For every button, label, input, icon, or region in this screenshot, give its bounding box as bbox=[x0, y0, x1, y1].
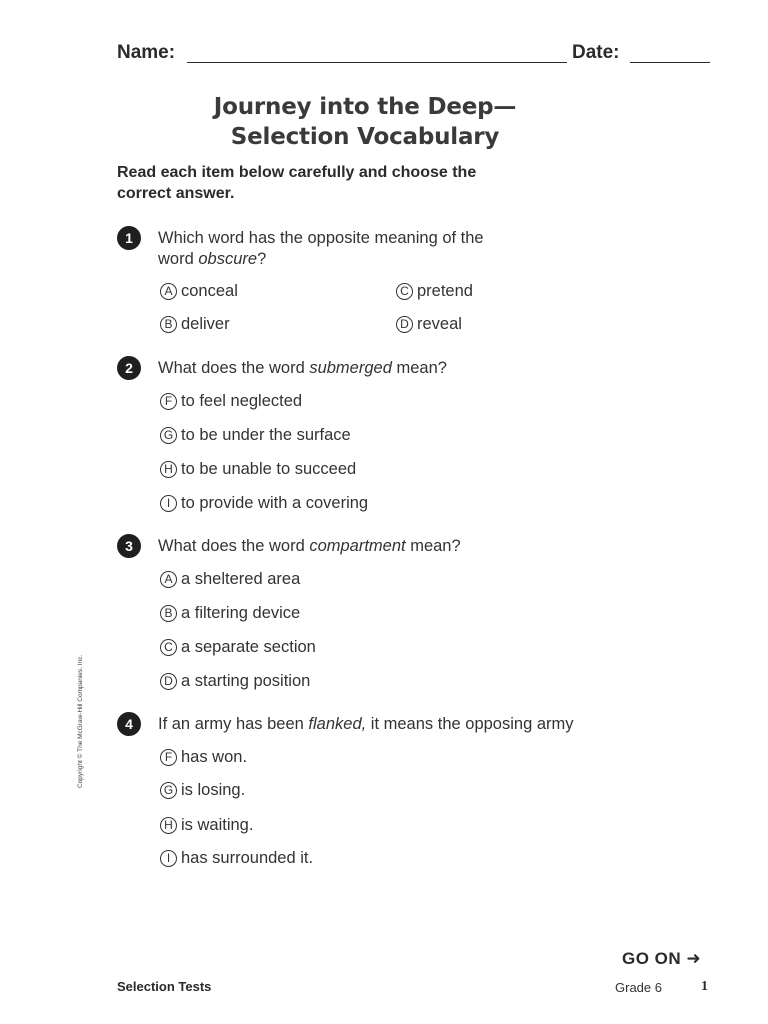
q4-option-i[interactable] bbox=[160, 849, 313, 868]
option-text: to feel neglected bbox=[181, 392, 303, 410]
answer-bubble-f[interactable]: F bbox=[160, 749, 177, 766]
question-1-line-2: word obscure? bbox=[158, 249, 267, 268]
answer-bubble-i[interactable]: I bbox=[160, 850, 177, 867]
q1-option-c[interactable] bbox=[396, 282, 473, 301]
answer-bubble-f[interactable]: F bbox=[160, 393, 177, 410]
answer-bubble-b[interactable]: B bbox=[160, 605, 177, 622]
option-text: has won. bbox=[181, 748, 248, 766]
instructions bbox=[117, 162, 476, 204]
option-text: has surrounded it. bbox=[181, 849, 314, 867]
q3-option-d[interactable] bbox=[160, 672, 310, 691]
q2-option-f[interactable] bbox=[160, 392, 302, 411]
question-number-4: 4 bbox=[117, 712, 141, 736]
q1-option-a[interactable] bbox=[160, 282, 238, 301]
page-title bbox=[150, 92, 580, 152]
option-text: conceal bbox=[181, 282, 238, 300]
q3-option-c[interactable] bbox=[160, 638, 316, 657]
answer-bubble-a[interactable]: A bbox=[160, 283, 177, 300]
answer-bubble-c[interactable]: C bbox=[160, 639, 177, 656]
question-1-text bbox=[158, 228, 484, 269]
answer-bubble-g[interactable]: G bbox=[160, 427, 177, 444]
q2-option-h[interactable] bbox=[160, 460, 356, 479]
q3-option-a[interactable] bbox=[160, 570, 300, 589]
option-text: is losing. bbox=[181, 781, 246, 799]
question-3-text: What does the word compartment mean? bbox=[158, 537, 461, 555]
answer-bubble-h[interactable]: H bbox=[160, 817, 177, 834]
answer-bubble-c[interactable]: C bbox=[396, 283, 413, 300]
option-text: to be under the surface bbox=[181, 426, 351, 444]
title-line-2: Selection Vocabulary bbox=[230, 124, 500, 150]
option-text: deliver bbox=[181, 315, 230, 333]
q2-option-g[interactable] bbox=[160, 426, 351, 445]
answer-bubble-g[interactable]: G bbox=[160, 782, 177, 799]
instructions-line-1: Read each item below carefully and choose the bbox=[117, 164, 477, 181]
question-1-line-1: Which word has the opposite meaning of the bbox=[158, 229, 484, 247]
name-label: Name: bbox=[117, 42, 176, 63]
option-text: is waiting. bbox=[181, 816, 254, 834]
name-field-line[interactable] bbox=[187, 62, 567, 63]
q1-option-d[interactable] bbox=[396, 315, 462, 334]
option-text: a sheltered area bbox=[181, 570, 301, 588]
answer-bubble-i[interactable]: I bbox=[160, 495, 177, 512]
option-text: to be unable to succeed bbox=[181, 460, 357, 478]
footer-section-title: Selection Tests bbox=[117, 979, 212, 994]
arrow-right-icon: ➜ bbox=[686, 949, 702, 968]
footer-grade: Grade 6 bbox=[615, 980, 662, 995]
question-4-text: If an army has been flanked, it means the opposing army bbox=[158, 715, 574, 733]
question-number-1: 1 bbox=[117, 226, 141, 250]
date-label: Date: bbox=[572, 42, 620, 63]
question-2-text: What does the word submerged mean? bbox=[158, 359, 447, 377]
question-number-2: 2 bbox=[117, 356, 141, 380]
question-number-3: 3 bbox=[117, 534, 141, 558]
answer-bubble-a[interactable]: A bbox=[160, 571, 177, 588]
option-text: reveal bbox=[417, 315, 462, 333]
q2-option-i[interactable] bbox=[160, 494, 368, 513]
answer-bubble-d[interactable]: D bbox=[396, 316, 413, 333]
go-on-indicator bbox=[622, 949, 701, 969]
answer-bubble-b[interactable]: B bbox=[160, 316, 177, 333]
date-field-line[interactable] bbox=[630, 62, 710, 63]
q1-option-b[interactable] bbox=[160, 315, 230, 334]
option-text: a filtering device bbox=[181, 604, 301, 622]
title-line-1: Journey into the Deep— bbox=[213, 94, 517, 120]
q4-option-h[interactable] bbox=[160, 816, 253, 835]
option-text: a separate section bbox=[181, 638, 316, 656]
page-number: 1 bbox=[701, 979, 708, 994]
option-text: pretend bbox=[417, 282, 473, 300]
answer-bubble-h[interactable]: H bbox=[160, 461, 177, 478]
q4-option-g[interactable] bbox=[160, 781, 245, 800]
q3-option-b[interactable] bbox=[160, 604, 300, 623]
option-text: a starting position bbox=[181, 672, 311, 690]
go-on-label: GO ON bbox=[622, 949, 682, 968]
copyright-notice: Copyright © The McGraw-Hill Companies, Inc. bbox=[77, 654, 84, 788]
option-text: to provide with a covering bbox=[181, 494, 369, 512]
q4-option-f[interactable] bbox=[160, 748, 247, 767]
answer-bubble-d[interactable]: D bbox=[160, 673, 177, 690]
instructions-line-2: correct answer. bbox=[117, 185, 235, 202]
